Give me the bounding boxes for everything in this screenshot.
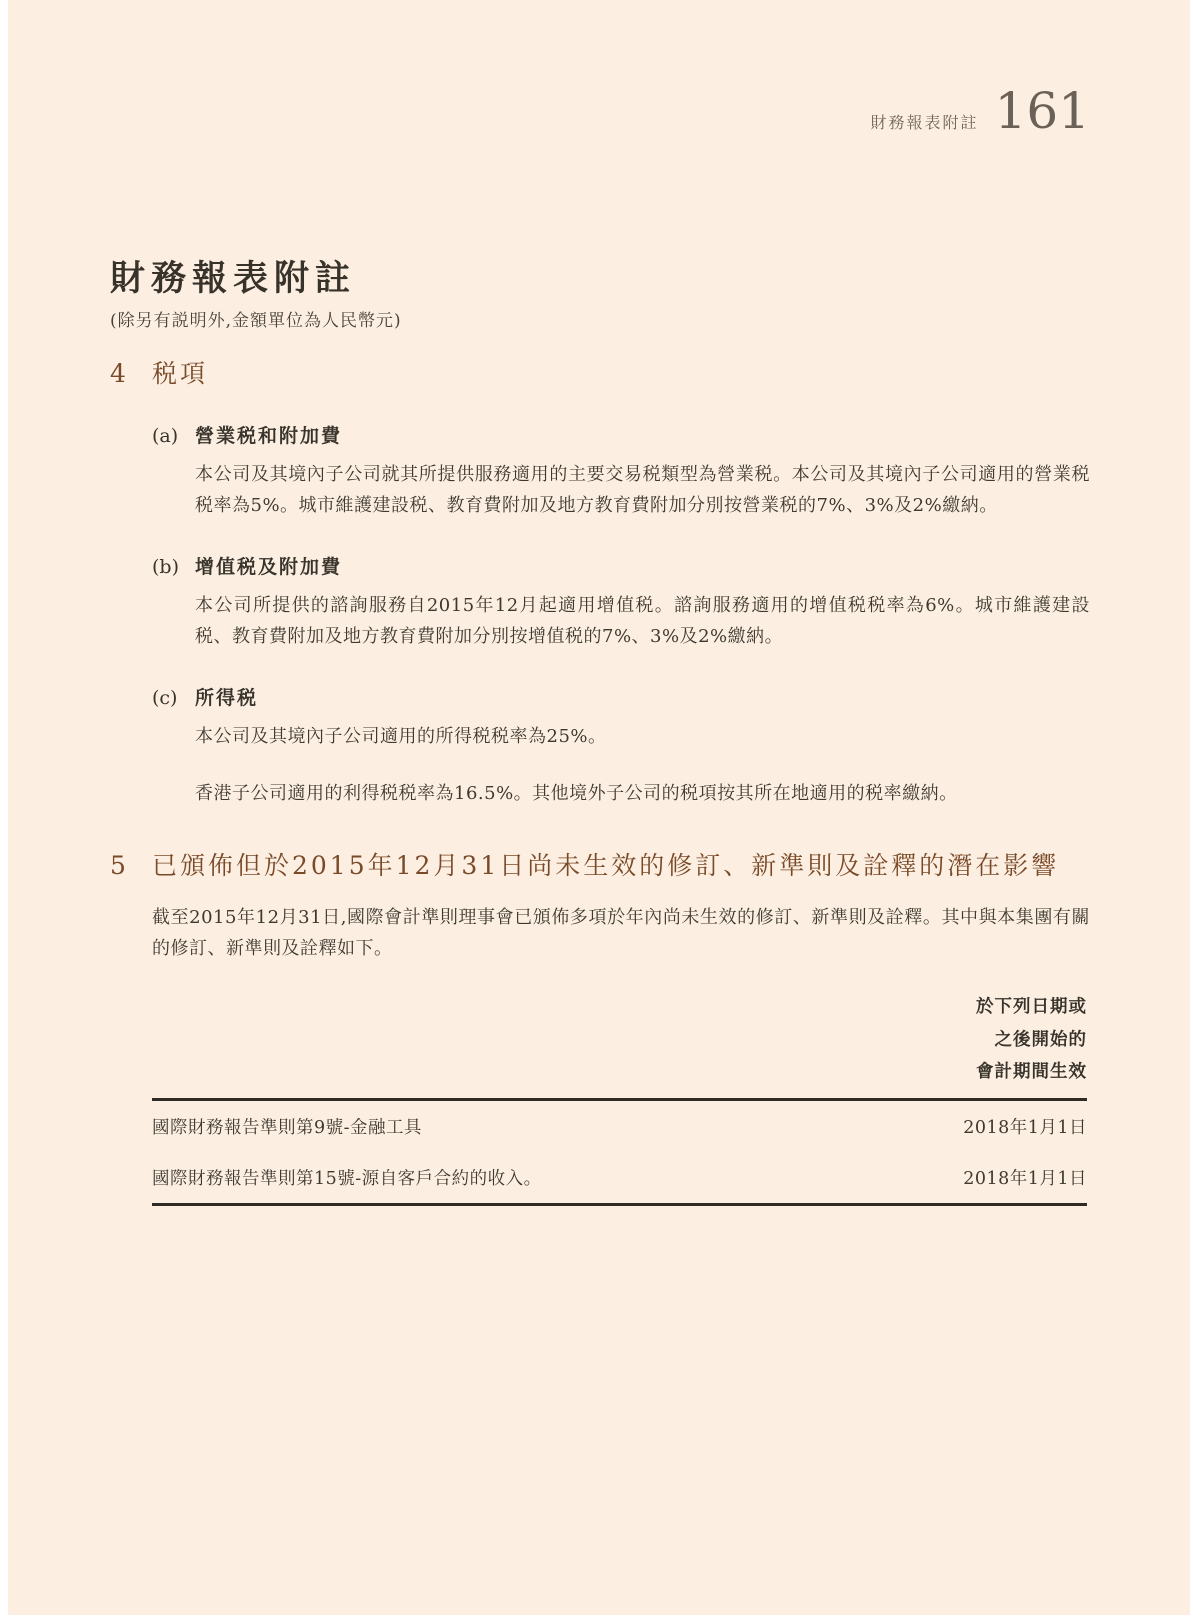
page-subtitle: (除另有説明外,金額單位為人民幣元)	[110, 311, 402, 331]
section-5-title: 已頒佈但於2015年12月31日尚未生效的修訂、新準則及詮釋的潛在影響	[152, 851, 1060, 881]
subsection-b-title: 增值税及附加費	[195, 555, 343, 578]
table-header-effective-date	[152, 991, 1087, 1098]
subsection-c-label: (c)	[152, 686, 178, 709]
section-5-heading	[110, 849, 1090, 883]
subsection-a-label: (a)	[152, 424, 179, 447]
subsection-c-heading	[152, 683, 1090, 710]
table-row	[152, 1101, 1087, 1152]
subsection-c-paragraph-1: 本公司及其境內子公司適用的所得税税率為25%。	[195, 725, 607, 747]
section-5-intro: 截至2015年12月31日,國際會計準則理事會已頒佈多項於年內尚未生效的修訂、新準則及詮釋。其中與本集團有關的修訂、新準則及詮釋如下。	[152, 907, 1090, 960]
effective-date-cell: 2018年1月1日	[963, 1118, 1087, 1139]
running-header-label: 財務報表附註	[870, 113, 979, 132]
document-page	[8, 0, 1190, 1615]
table-header-line-2: 之後開始的	[994, 1029, 1087, 1050]
page-number: 161	[994, 82, 1090, 140]
table-bottom-rule	[152, 1203, 1087, 1206]
subsection-a-paragraph: 本公司及其境內子公司就其所提供服務適用的主要交易税類型為營業税。本公司及其境內子公司適用的營業税税率為5%。城市維護建設税、教育費附加及地方教育費附加分別按營業税的7%、3%及2%繳納。	[195, 463, 1090, 516]
subsection-a-heading	[152, 421, 1090, 448]
table-row	[152, 1152, 1087, 1203]
standard-name-cell: 國際財務報告準則第9號-金融工具	[152, 1118, 423, 1139]
subsection-b-paragraph: 本公司所提供的諮詢服務自2015年12月起適用增值税。諮詢服務適用的增值税税率為6%。城市維護建設税、教育費附加及地方教育費附加分別按增值税的7%、3%及2%繳納。	[195, 594, 1090, 647]
subsection-c-title: 所得税	[195, 686, 259, 709]
standards-table	[152, 991, 1087, 1206]
subsection-b-label: (b)	[152, 555, 179, 578]
section-4-heading	[110, 357, 1090, 391]
section-4-title: 税項	[152, 359, 209, 388]
running-header	[110, 0, 1090, 140]
table-header-line-3: 會計期間生效	[976, 1061, 1087, 1082]
subsection-a-title: 營業税和附加費	[195, 424, 343, 447]
table-header-line-1: 於下列日期或	[976, 997, 1087, 1018]
page-title: 財務報表附註	[110, 258, 357, 299]
subsection-b-heading	[152, 552, 1090, 579]
standard-name-cell: 國際財務報告準則第15號-源自客戶合約的收入。	[152, 1169, 542, 1190]
effective-date-cell: 2018年1月1日	[963, 1169, 1087, 1190]
section-4-number: 4	[110, 359, 126, 388]
section-5-number: 5	[110, 851, 126, 881]
subsection-c-paragraph-2: 香港子公司適用的利得税税率為16.5%。其他境外子公司的税項按其所在地適用的税率繳納。	[195, 782, 958, 804]
